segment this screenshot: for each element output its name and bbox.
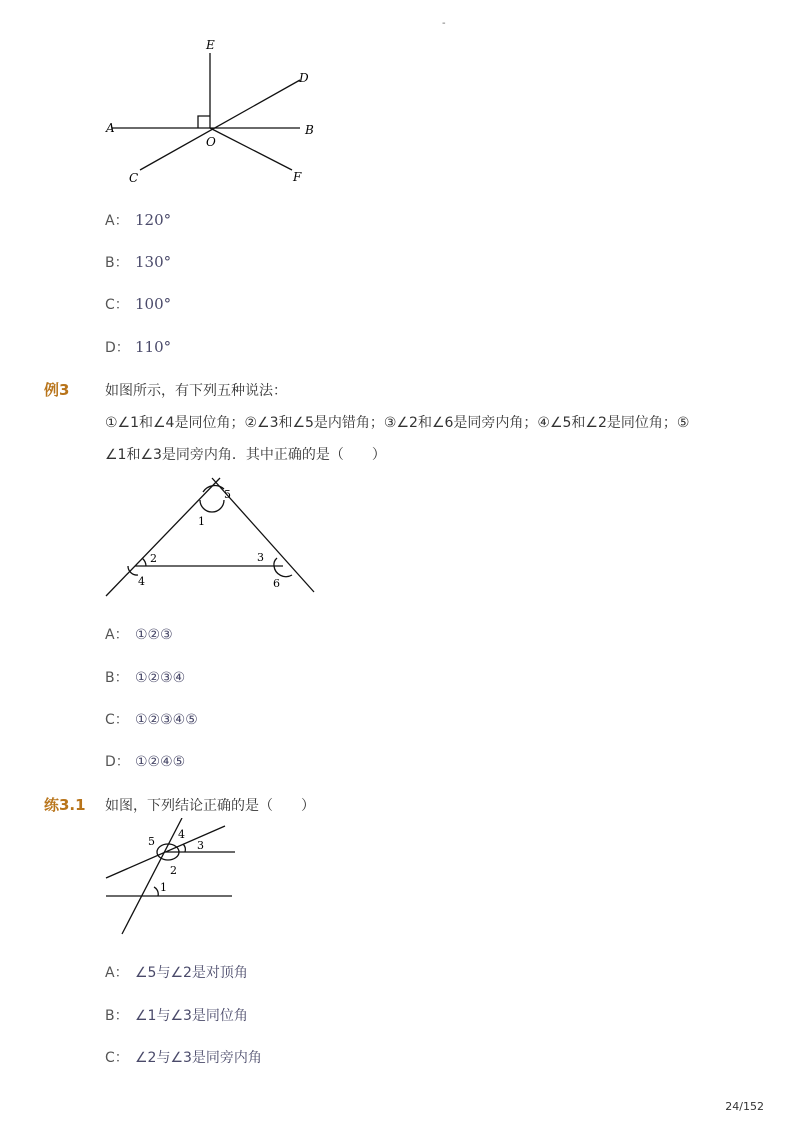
example3-option-d[interactable]: D： ①②④⑤: [105, 754, 186, 770]
example3-tag: 例3: [44, 381, 70, 399]
label-angle-4: 4: [138, 575, 145, 588]
top-mark: -: [442, 18, 446, 29]
example3-line1: ①∠1和∠4是同位角；②∠3和∠5是内错角；③∠2和∠6是同旁内角；④∠5和∠2是同位角；⑤: [105, 415, 690, 431]
q1-option-b[interactable]: B： 130°: [105, 253, 172, 271]
practice31-stem: 如图，下列结论正确的是（ ）: [105, 798, 315, 814]
line-left-side: [106, 478, 220, 596]
practice31-tag: 练3.1: [44, 796, 86, 814]
arc-angle-1: [200, 500, 224, 512]
figure-angles-o: [100, 35, 330, 195]
label-o: O: [206, 135, 216, 149]
q1-option-c[interactable]: C： 100°: [105, 295, 172, 313]
example3-option-a[interactable]: A： ①②③: [105, 627, 173, 643]
q1-option-d[interactable]: D： 110°: [105, 338, 172, 356]
arc-angle-1: [154, 887, 158, 896]
label-angle-2: 2: [150, 552, 157, 565]
arc-angle-6: [274, 566, 292, 577]
label-e: E: [206, 38, 215, 52]
example3-intro: 如图所示，有下列五种说法：: [105, 383, 287, 399]
label-angle-3: 3: [257, 551, 264, 564]
practice31-option-b[interactable]: B： ∠1与∠3是同位角: [105, 1008, 248, 1024]
label-angle-4: 4: [178, 828, 185, 841]
example3-line2: ∠1和∠3是同旁内角．其中正确的是（ ）: [105, 447, 386, 463]
example3-option-b[interactable]: B： ①②③④: [105, 670, 186, 686]
right-angle-mark: [198, 116, 210, 128]
page-number: 24/152: [725, 1100, 764, 1113]
line-of: [210, 128, 292, 170]
label-angle-5: 5: [148, 835, 155, 848]
practice31-option-c[interactable]: C： ∠2与∠3是同旁内角: [105, 1050, 262, 1066]
arc-angle-3: [183, 844, 185, 852]
figure-triangle: [100, 470, 325, 600]
label-d: D: [299, 71, 309, 85]
label-angle-1: 1: [198, 515, 205, 528]
line-cd: [140, 80, 300, 170]
figure-parallel-lines: [100, 818, 240, 938]
label-c: C: [129, 171, 139, 185]
arc-angle-3: [274, 558, 277, 566]
label-angle-2: 2: [170, 864, 177, 877]
q1-option-a[interactable]: A： 120°: [105, 211, 172, 229]
label-angle-5: 5: [224, 488, 231, 501]
label-f: F: [293, 170, 302, 184]
label-angle-6: 6: [273, 577, 280, 590]
label-angle-1: 1: [160, 881, 167, 894]
practice31-option-a[interactable]: A： ∠5与∠2是对顶角: [105, 965, 248, 981]
example3-option-c[interactable]: C： ①②③④⑤: [105, 712, 198, 728]
label-a: A: [106, 121, 115, 135]
arc-angle-2: [142, 558, 146, 566]
label-b: B: [305, 123, 314, 137]
label-angle-3: 3: [197, 839, 204, 852]
